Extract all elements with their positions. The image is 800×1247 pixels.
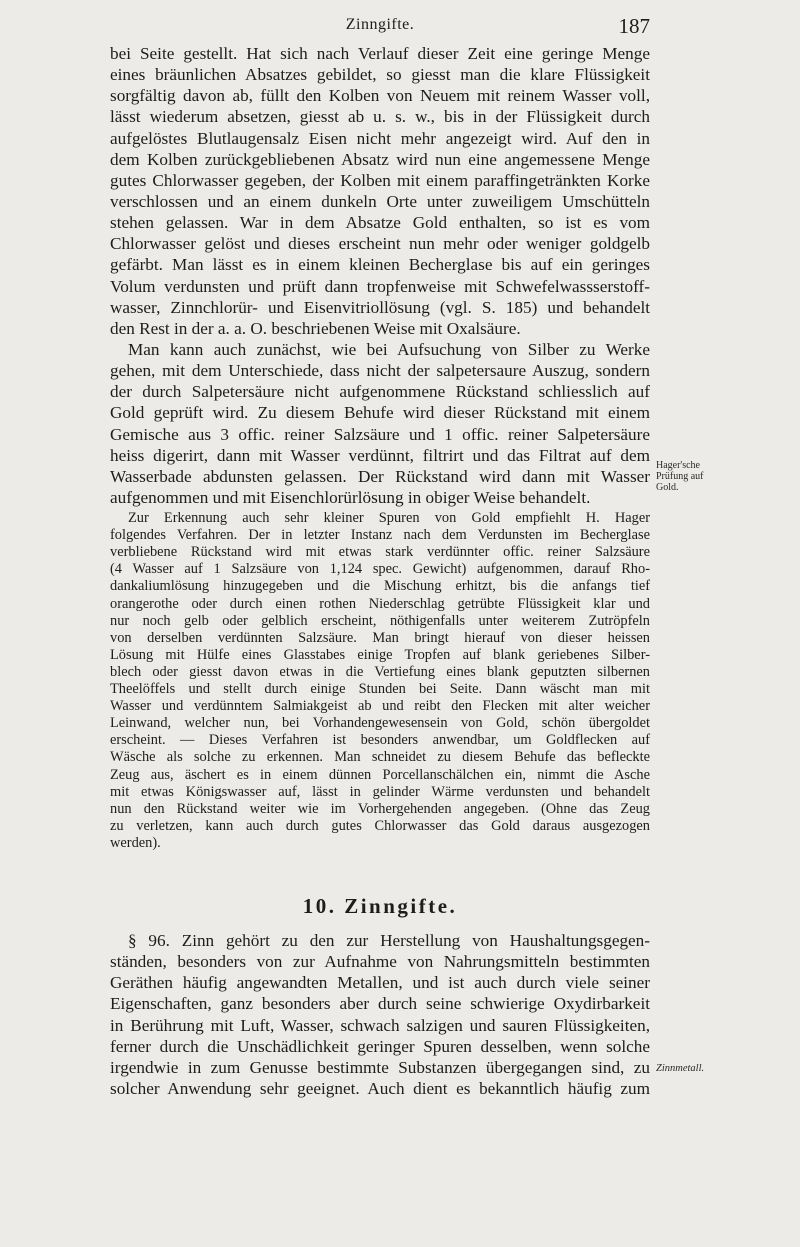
text-line: Geräthen häufig angewandten Metallen, und ist auch durch viele seiner: [110, 973, 650, 993]
text-line: Chlorwasser gelöst und dieses erscheint nun mehr oder weniger goldgelb: [110, 234, 650, 254]
body-text: [110, 43, 650, 1099]
margin-note-zinn: Zinnmetall.: [656, 1063, 705, 1074]
text-line: gefärbt. Man lässt es in einem kleinen Becherglase bis auf ein geringes: [110, 255, 650, 275]
running-head: Zinngifte.: [345, 16, 415, 33]
text-line: § 96. Zinn gehört zu den zur Herstellung von Haushaltungsgegen-: [128, 930, 650, 950]
text-line: aufgenommen und mit Eisenchlorürlösung in obiger Weise behandelt.: [110, 487, 591, 507]
text-line: Gold geprüft wird. Zu diesem Behufe wird dieser Rückstand mit einem: [110, 403, 650, 423]
text-line: nun den Rückstand weiter wie im Vorhergehenden angegeben. (Ohne das Zeug: [110, 800, 650, 817]
text-line: gehen, mit dem Unterschiede, dass nicht der salpetersaure Auszug, sondern: [110, 361, 650, 381]
text-line: Wäsche als solche zu erkennen. Man schneidet zu diesem Behufe das befleckte: [110, 749, 650, 766]
text-line: gutes Chlorwasser gegeben, der Kolben mit einem paraffingetränkten Korke: [110, 170, 650, 190]
text-line: den Rest in der a. a. O. beschriebenen Weise mit Oxalsäure.: [110, 318, 521, 338]
margin-note-line: Gold.: [656, 482, 679, 493]
margin-note-hager: [656, 460, 796, 493]
text-line: ferner durch die Unschädlichkeit geringer Spuren desselben, wenn solche: [110, 1036, 650, 1056]
text-line: mit etwas Königswasser auf, lässt in gelinder Wärme verdunsten und behandelt: [110, 783, 650, 800]
text-line: heiss digerirt, dann mit Wasser verdünnt, filtrirt und das Filtrat auf dem: [110, 445, 650, 465]
section-heading: 10. Zinngifte.: [302, 893, 458, 918]
text-line: eines bräunlichen Absatzes gebildet, so giesst man die klare Flüssigkeit: [110, 65, 650, 85]
page-header: [110, 14, 650, 38]
margin-note-line: Hager'sche: [656, 460, 700, 471]
text-line: verbliebene Rückstand wird mit etwas stark verdünnter offic. reiner Salzsäure: [110, 544, 650, 561]
text-line: Man kann auch zunächst, wie bei Aufsuchung von Silber zu Werke: [128, 339, 650, 359]
margin-note-line: Prüfung auf: [656, 471, 704, 482]
text-line: zu verletzen, kann auch durch gutes Chlorwasser das Gold daraus ausgezogen: [110, 817, 650, 834]
page-number: 187: [618, 14, 650, 38]
text-line: solcher Anwendung sehr geeignet. Auch dient es bekanntlich häufig zum: [110, 1078, 650, 1098]
text-line: der durch Salpetersäure nicht aufgenommene Rückstand schliesslich auf: [110, 382, 650, 402]
text-line: von derselben verdünnten Salzsäure. Man bringt hierauf von dieser heissen: [110, 629, 650, 646]
text-line: dankaliumlösung hinzugegeben und die Mischung erhitzt, bis die anfangs tief: [110, 578, 650, 595]
text-line: bei Seite gestellt. Hat sich nach Verlauf dieser Zeit eine geringe Menge: [110, 44, 650, 63]
text-line: blech oder giesst davon etwas in die Vertiefung eines blank geputzten silbernen: [110, 663, 650, 680]
text-line: in Berührung mit Luft, Wasser, schwach salzigen und sauren Flüssigkeiten,: [110, 1015, 650, 1035]
text-line: werden).: [110, 834, 161, 851]
text-line: orangerothe oder durch einen rothen Niederschlag getrübte Flüssigkeit klar und: [110, 595, 650, 612]
text-line: erscheint. — Dieses Verfahren ist besonders anwendbar, um Goldflecken auf: [110, 732, 650, 749]
text-line: stehen gelassen. War in dem Absatze Gold enthalten, so ist es vom: [110, 213, 650, 233]
text-line: Theelöffels und stellt durch einige Stunden bei Seite. Dann wäscht man mit: [110, 681, 650, 698]
text-line: sorgfältig davon ab, füllt den Kolben von Neuem mit reinem Wasser voll,: [110, 86, 650, 106]
text-line: Leinwand, welcher nun, bei Vorhandengewesensein von Gold, schön übergoldet: [110, 715, 650, 732]
text-line: Zeug aus, äschert es in einem dünnen Porcellanschälchen ein, nimmt die Asche: [110, 766, 650, 783]
text-line: ständen, besonders von zur Aufnahme von Nahrungsmitteln bestimmten: [110, 952, 650, 972]
text-line: wasser, Zinnchlorür- und Eisenvitriollösung (vgl. S. 185) und behandelt: [110, 297, 650, 317]
text-line: lässt wiederum absetzen, giesst ab u. s. w., bis in der Flüssigkeit durch: [110, 107, 650, 127]
paragraph-tin: [110, 930, 650, 1099]
paragraph-hager-test: [110, 510, 650, 852]
text-line: (4 Wasser auf 1 Salzsäure von 1,124 spec. Gewicht) aufgenommen, darauf Rho-: [110, 561, 650, 578]
text-line: nur noch gelb oder gelblich erscheint, nöthigenfalls unter weiterem Zutröpfeln: [110, 612, 650, 629]
paragraph-gold-chlorine: [110, 43, 650, 339]
paragraph-silver-method: [110, 339, 650, 508]
text-line: verschlossen und an einem dunkeln Orte unter zuweiligem Umschütteln: [110, 191, 650, 211]
text-line: aufgelöstes Blutlaugensalz Eisen nicht mehr angezeigt wird. Auf den in: [110, 128, 650, 148]
text-line: irgendwie in zum Genusse bestimmte Substanzen übergegangen sind, zu: [110, 1057, 650, 1077]
text-line: Wasser und verdünntem Salmiakgeist ab und reibt den Flecken mit alter weicher: [110, 698, 650, 715]
text-line: Zur Erkennung auch sehr kleiner Spuren von Gold empfiehlt H. Hager: [128, 510, 650, 527]
text-line: Lösung mit Hülfe eines Glasstabes einige Tropfen auf blank geriebenes Silber-: [110, 646, 650, 663]
text-line: Gemische aus 3 offic. reiner Salzsäure und 1 offic. reiner Salpetersäure: [110, 424, 650, 444]
text-line: folgendes Verfahren. Der in letzter Instanz nach dem Verdunsten im Becherglase: [110, 527, 650, 544]
text-line: Volum verdunsten und prüft dann tropfenweise mit Schwefelwassserstoff-: [110, 276, 650, 296]
text-line: dem Kolben zurückgebliebenen Absatz wird nun eine angemessene Menge: [110, 149, 650, 169]
text-line: Wasserbade abdunsten gelassen. Der Rückstand wird dann mit Wasser: [110, 466, 650, 486]
text-line: Eigenschaften, ganz besonders aber durch seine schwierige Oxydirbarkeit: [110, 994, 650, 1014]
